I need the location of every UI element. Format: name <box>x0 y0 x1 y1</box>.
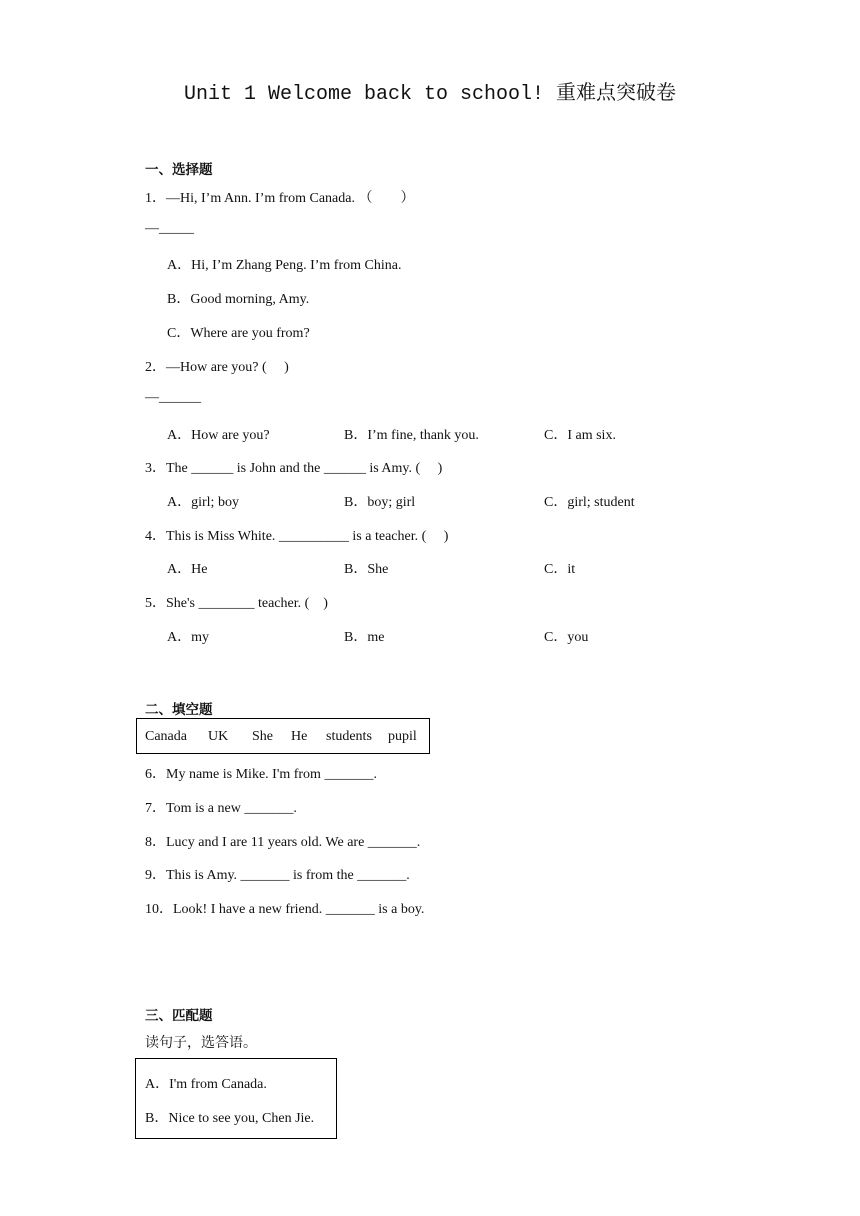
question-2-stem: 2．—How are you? ( ) <box>145 360 289 375</box>
section-heading-matching: 三、匹配题 <box>145 1008 213 1024</box>
question-4-stem: 4．This is Miss White. __________ is a teacher. ( ) <box>145 529 449 544</box>
question-3-option-c: C．girl; student <box>544 495 635 510</box>
question-1-answer-line: —_____ <box>145 221 194 236</box>
word-bank-item: UK <box>208 729 229 744</box>
section-heading-choice: 一、选择题 <box>145 162 213 178</box>
question-1-option-a: A．Hi, I’m Zhang Peng. I’m from China. <box>167 258 402 273</box>
word-bank-item: pupil <box>388 729 417 744</box>
question-1-option-b: B．Good morning, Amy. <box>167 292 310 307</box>
question-3-option-b: B．boy; girl <box>344 495 416 510</box>
question-9: 9．This is Amy. _______ is from the _______. <box>145 868 410 883</box>
matching-option-b: B．Nice to see you, Chen Jie. <box>145 1111 315 1126</box>
question-3-option-a: A．girl; boy <box>167 495 239 510</box>
question-4-option-c: C．it <box>544 562 576 577</box>
question-5-option-c: C．you <box>544 630 589 645</box>
question-2-option-b: B．I’m fine, thank you. <box>344 428 479 443</box>
question-10: 10．Look! I have a new friend. _______ is a boy. <box>145 902 425 917</box>
question-3-stem: 3．The ______ is John and the ______ is Amy. ( ) <box>145 461 443 476</box>
matching-option-a: A．I'm from Canada. <box>145 1077 267 1092</box>
matching-instruction: 读句子，选答语。 <box>145 1035 257 1051</box>
question-6: 6．My name is Mike. I'm from _______. <box>145 767 377 782</box>
question-1-stem: 1．—Hi, I’m Ann. I’m from Canada. （ ） <box>145 191 415 206</box>
word-bank-item: He <box>291 729 308 744</box>
question-5-option-a: A．my <box>167 630 209 645</box>
word-bank-item: Canada <box>145 729 187 744</box>
question-2-answer-line: —______ <box>145 390 201 405</box>
question-2-option-a: A．How are you? <box>167 428 270 443</box>
word-bank-item: She <box>252 729 273 744</box>
section-heading-fill-blank: 二、填空题 <box>145 702 213 718</box>
word-bank-item: students <box>326 729 372 744</box>
question-4-option-a: A．He <box>167 562 208 577</box>
page-title: Unit 1 Welcome back to school! 重难点突破卷 <box>183 83 677 106</box>
word-bank-box <box>136 718 430 754</box>
question-5-option-b: B．me <box>344 630 385 645</box>
matching-options-box <box>135 1058 337 1139</box>
question-8: 8．Lucy and I are 11 years old. We are _______. <box>145 835 421 850</box>
question-4-option-b: B．She <box>344 562 389 577</box>
question-2-option-c: C．I am six. <box>544 428 616 443</box>
question-5-stem: 5．She's ________ teacher. ( ) <box>145 596 328 611</box>
question-1-option-c: C．Where are you from? <box>167 326 310 341</box>
question-7: 7．Tom is a new _______. <box>145 801 297 816</box>
